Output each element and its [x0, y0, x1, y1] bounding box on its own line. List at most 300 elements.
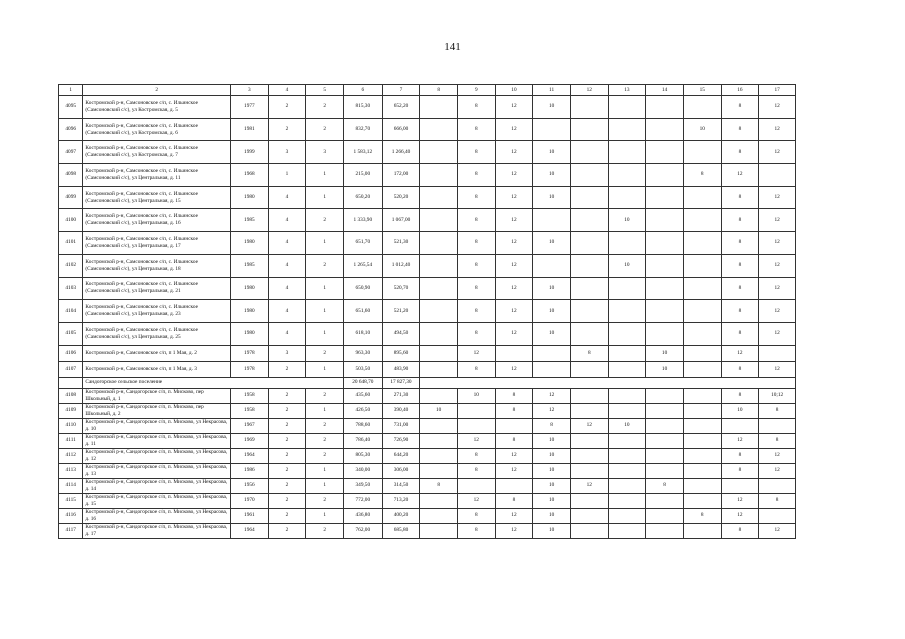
- table-cell: 1956: [231, 478, 269, 493]
- table-cell: 2: [268, 118, 306, 141]
- table-cell: 4: [268, 277, 306, 300]
- table-cell: 2: [306, 345, 344, 361]
- table-cell: 8: [570, 345, 608, 361]
- table-cell: [420, 523, 458, 538]
- table-cell: [683, 463, 721, 478]
- table-cell: 1 067,00: [382, 209, 420, 232]
- table-row: [59, 277, 796, 300]
- table-cell: [759, 478, 796, 493]
- table-cell: [759, 508, 796, 523]
- address-cell: Костромской р-н, Самсоновское с/п, с. Ильинское (Самсоновский с/с), ул Центральная, д. 16: [83, 209, 231, 232]
- table-cell: 8: [457, 254, 495, 277]
- table-cell: [570, 523, 608, 538]
- table-cell: 520,70: [382, 277, 420, 300]
- table-cell: [420, 508, 458, 523]
- table-row: [59, 361, 796, 377]
- table-cell: [683, 209, 721, 232]
- table-cell: 1 583,12: [343, 141, 382, 164]
- header-cell: 12: [570, 85, 608, 96]
- address-cell: Костромской р-н, Самсоновское с/п, с. Ильинское (Самсоновский с/с), ул Костромская, д. 5: [83, 96, 231, 119]
- address-cell: Костромской р-н, Сандогорское с/п, п. Мисково, пер Школьный, д. 2: [83, 403, 231, 418]
- table-cell: [608, 164, 646, 187]
- table-cell: [570, 403, 608, 418]
- table-cell: 12: [457, 345, 495, 361]
- table-row: [59, 403, 796, 418]
- table-row: [59, 141, 796, 164]
- table-cell: 12: [495, 209, 533, 232]
- table-cell: 2: [306, 448, 344, 463]
- table-cell: 8: [721, 186, 759, 209]
- table-cell: 10: [533, 478, 571, 493]
- row-number-cell: 4114: [59, 478, 83, 493]
- table-cell: [570, 209, 608, 232]
- table-cell: 10: [721, 403, 759, 418]
- table-cell: 12: [759, 361, 796, 377]
- table-cell: [759, 418, 796, 433]
- table-cell: 12: [721, 164, 759, 187]
- table-cell: 1: [306, 361, 344, 377]
- table-cell: 8: [457, 448, 495, 463]
- table-cell: [533, 118, 571, 141]
- table-cell: 10: [533, 232, 571, 255]
- table-cell: 2: [268, 463, 306, 478]
- table-cell: [683, 361, 721, 377]
- table-cell: [608, 523, 646, 538]
- row-number-cell: 4112: [59, 448, 83, 463]
- table-cell: 8: [759, 403, 796, 418]
- table-cell: 8: [721, 361, 759, 377]
- table-cell: 8: [457, 277, 495, 300]
- table-cell: 8: [721, 254, 759, 277]
- table-cell: [420, 141, 458, 164]
- empty-cell: [420, 377, 796, 388]
- table-cell: 8: [457, 508, 495, 523]
- table-cell: [683, 418, 721, 433]
- table-cell: 12: [759, 254, 796, 277]
- table-cell: [570, 254, 608, 277]
- table-cell: [420, 254, 458, 277]
- address-cell: Костромской р-н, Самсоновское с/п, с. Ильинское (Самсоновский с/с), ул Центральная, д. 23: [83, 300, 231, 323]
- table-cell: 12: [759, 141, 796, 164]
- table-cell: [683, 478, 721, 493]
- table-cell: 1958: [231, 388, 269, 403]
- table-cell: 8: [759, 493, 796, 508]
- table-cell: 8: [457, 322, 495, 345]
- page-number: 141: [444, 41, 461, 53]
- table-cell: 8: [457, 523, 495, 538]
- table-cell: 1: [306, 403, 344, 418]
- table-cell: [570, 96, 608, 119]
- table-cell: 1: [306, 232, 344, 255]
- address-cell: Костромской р-н, Самсоновское с/п, с. Ильинское (Самсоновский с/с), ул Центральная, д. 11: [83, 164, 231, 187]
- table-cell: [683, 403, 721, 418]
- table-cell: [533, 209, 571, 232]
- table-row: [59, 418, 796, 433]
- header-cell: 7: [382, 85, 420, 96]
- table-cell: 12: [495, 232, 533, 255]
- table-cell: [646, 433, 684, 448]
- table-cell: [420, 96, 458, 119]
- row-number-cell: 4102: [59, 254, 83, 277]
- table-cell: 1 266,40: [382, 141, 420, 164]
- table-cell: 12: [721, 345, 759, 361]
- table-cell: 12: [533, 388, 571, 403]
- table-cell: 1986: [231, 463, 269, 478]
- table-cell: 8: [721, 463, 759, 478]
- table-row: [59, 433, 796, 448]
- table-cell: 8: [495, 433, 533, 448]
- table-cell: [457, 418, 495, 433]
- table-cell: 1: [306, 463, 344, 478]
- table-cell: [683, 277, 721, 300]
- table-cell: 8: [457, 232, 495, 255]
- row-number-cell: 4107: [59, 361, 83, 377]
- address-cell: Костромской р-н, Самсоновское с/п, с. Ильинское (Самсоновский с/с), ул Костромская, д. 7: [83, 141, 231, 164]
- table-cell: 172,00: [382, 164, 420, 187]
- header-cell: 17: [759, 85, 796, 96]
- table-cell: 8: [721, 96, 759, 119]
- table-cell: 1: [306, 508, 344, 523]
- table-cell: 618,10: [343, 322, 382, 345]
- table-cell: 340,00: [343, 463, 382, 478]
- table-cell: 349,50: [343, 478, 382, 493]
- table-cell: [457, 403, 495, 418]
- table-cell: 8: [721, 388, 759, 403]
- table-cell: 3: [268, 345, 306, 361]
- table-cell: 8: [721, 141, 759, 164]
- table-row: [59, 232, 796, 255]
- table-cell: [420, 277, 458, 300]
- table-cell: 1980: [231, 277, 269, 300]
- table-row: [59, 388, 796, 403]
- table-cell: [683, 300, 721, 323]
- subtotal-area-living: 17 827,30: [382, 377, 420, 388]
- table-cell: 2: [306, 254, 344, 277]
- table-cell: [646, 300, 684, 323]
- subtotal-label: Сандогорское сельское поселение: [83, 377, 344, 388]
- table-row: [59, 186, 796, 209]
- header-cell: 16: [721, 85, 759, 96]
- table-cell: 8: [721, 523, 759, 538]
- table-cell: 390,40: [382, 403, 420, 418]
- table-cell: [683, 232, 721, 255]
- table-cell: [646, 403, 684, 418]
- table-cell: 1964: [231, 448, 269, 463]
- table-cell: [683, 345, 721, 361]
- table-cell: 4: [268, 232, 306, 255]
- table-cell: 2: [306, 209, 344, 232]
- table-cell: 12: [759, 209, 796, 232]
- table-cell: 1985: [231, 209, 269, 232]
- table-cell: [683, 141, 721, 164]
- table-cell: 2: [268, 493, 306, 508]
- header-cell: 2: [83, 85, 231, 96]
- table-cell: 726,90: [382, 433, 420, 448]
- table-cell: 10: [646, 361, 684, 377]
- table-cell: 10: [420, 403, 458, 418]
- table-cell: 10: [533, 448, 571, 463]
- table-cell: 8: [721, 448, 759, 463]
- row-number-cell: 4096: [59, 118, 83, 141]
- table-cell: 1: [306, 186, 344, 209]
- table-cell: 2: [306, 388, 344, 403]
- address-cell: Костромской р-н, Самсоновское с/п, с. Ильинское (Самсоновский с/с), ул Центральная, д. 18: [83, 254, 231, 277]
- table-cell: 8: [683, 508, 721, 523]
- table-cell: 12: [759, 322, 796, 345]
- table-cell: [683, 433, 721, 448]
- table-cell: 8: [495, 403, 533, 418]
- row-number-cell: 4115: [59, 493, 83, 508]
- row-number-cell: 4106: [59, 345, 83, 361]
- address-cell: Костромской р-н, Самсоновское с/п, с. Ильинское (Самсоновский с/с), ул Центральная, д. 25: [83, 322, 231, 345]
- table-cell: 12: [759, 277, 796, 300]
- table-cell: 10;12: [759, 388, 796, 403]
- table-cell: 12: [759, 96, 796, 119]
- header-cell: 4: [268, 85, 306, 96]
- row-number-cell: 4098: [59, 164, 83, 187]
- table-cell: [646, 322, 684, 345]
- table-cell: 2: [306, 493, 344, 508]
- table-cell: 12: [759, 186, 796, 209]
- table-cell: 8: [457, 209, 495, 232]
- table-cell: 1 012,40: [382, 254, 420, 277]
- table-cell: 1981: [231, 118, 269, 141]
- address-cell: Костромской р-н, Сандогорское с/п, п. Мисково, ул Некрасова, д. 11: [83, 433, 231, 448]
- table-cell: 2: [306, 96, 344, 119]
- table-cell: [420, 345, 458, 361]
- table-cell: [570, 322, 608, 345]
- row-number-cell: 4113: [59, 463, 83, 478]
- table-cell: 8: [495, 493, 533, 508]
- table-cell: 8: [457, 361, 495, 377]
- table-cell: 650,90: [343, 277, 382, 300]
- table-row: [59, 478, 796, 493]
- row-number-cell: 4097: [59, 141, 83, 164]
- table-cell: 685,80: [382, 523, 420, 538]
- table-cell: 2: [268, 96, 306, 119]
- table-cell: 2: [306, 523, 344, 538]
- table-cell: [646, 254, 684, 277]
- table-cell: 12: [759, 118, 796, 141]
- table-cell: 1980: [231, 186, 269, 209]
- table-cell: 10: [533, 164, 571, 187]
- table-cell: 12: [495, 96, 533, 119]
- table-cell: 12: [495, 141, 533, 164]
- table-cell: [721, 478, 759, 493]
- table-cell: [683, 388, 721, 403]
- header-cell: 11: [533, 85, 571, 96]
- table-cell: 10: [533, 277, 571, 300]
- table-cell: 713,20: [382, 493, 420, 508]
- table-cell: 4: [268, 209, 306, 232]
- table-cell: 503,50: [343, 361, 382, 377]
- table-cell: 10: [608, 418, 646, 433]
- table-cell: 2: [306, 433, 344, 448]
- table-cell: [646, 277, 684, 300]
- housing-register-table: [58, 84, 796, 539]
- table-cell: 306,00: [382, 463, 420, 478]
- header-cell: 10: [495, 85, 533, 96]
- table-cell: [683, 322, 721, 345]
- table-cell: [683, 448, 721, 463]
- row-number-cell: 4117: [59, 523, 83, 538]
- table-cell: 651,70: [343, 232, 382, 255]
- subtotal-row: [59, 377, 796, 388]
- address-cell: Костромской р-н, Сандогорское с/п, п. Мисково, ул Некрасова, д. 17: [83, 523, 231, 538]
- table-cell: 895,60: [382, 345, 420, 361]
- table-cell: 652,20: [382, 96, 420, 119]
- table-cell: 8: [721, 209, 759, 232]
- table-cell: [721, 418, 759, 433]
- table-cell: 1977: [231, 96, 269, 119]
- address-cell: Костромской р-н, Самсоновское с/п, п 1 Мая, д. 3: [83, 361, 231, 377]
- table-row: [59, 164, 796, 187]
- table-cell: [646, 164, 684, 187]
- table-cell: [570, 300, 608, 323]
- table-cell: 1980: [231, 300, 269, 323]
- table-cell: 786,40: [343, 433, 382, 448]
- row-number-cell: 4109: [59, 403, 83, 418]
- table-cell: [608, 448, 646, 463]
- table-cell: 1999: [231, 141, 269, 164]
- table-cell: [683, 96, 721, 119]
- table-cell: 8: [683, 164, 721, 187]
- table-cell: 12: [495, 322, 533, 345]
- table-cell: [683, 523, 721, 538]
- table-cell: 436,80: [343, 508, 382, 523]
- table-cell: 1968: [231, 164, 269, 187]
- table-cell: [608, 186, 646, 209]
- address-cell: Костромской р-н, Сандогорское с/п, п. Мисково, ул Некрасова, д. 16: [83, 508, 231, 523]
- table-cell: 4: [268, 186, 306, 209]
- table-cell: [608, 388, 646, 403]
- header-cell: 1: [59, 85, 83, 96]
- table-cell: 426,50: [343, 403, 382, 418]
- table-row: [59, 493, 796, 508]
- table-cell: 2: [268, 418, 306, 433]
- table-cell: 10: [533, 322, 571, 345]
- table-cell: 731,00: [382, 418, 420, 433]
- table-cell: 1: [268, 164, 306, 187]
- address-cell: Костромской р-н, Самсоновское с/п, с. Ильинское (Самсоновский с/с), ул Центральная, д. 21: [83, 277, 231, 300]
- table-cell: [420, 186, 458, 209]
- table-cell: [570, 388, 608, 403]
- table-cell: 1969: [231, 433, 269, 448]
- table-cell: 8: [457, 141, 495, 164]
- table-cell: [608, 478, 646, 493]
- header-cell: 8: [420, 85, 458, 96]
- table-cell: [608, 232, 646, 255]
- table-cell: 666,00: [382, 118, 420, 141]
- table-cell: [570, 463, 608, 478]
- table-cell: 1978: [231, 361, 269, 377]
- table-cell: 12: [495, 277, 533, 300]
- table-cell: 1 265,54: [343, 254, 382, 277]
- table-cell: 12: [759, 463, 796, 478]
- table-cell: [683, 186, 721, 209]
- table-row: [59, 448, 796, 463]
- table-cell: [608, 277, 646, 300]
- row-number-cell: 4108: [59, 388, 83, 403]
- table-cell: 10: [533, 96, 571, 119]
- table-cell: 644,20: [382, 448, 420, 463]
- table-cell: 1958: [231, 403, 269, 418]
- table-cell: [570, 448, 608, 463]
- table-cell: 2: [268, 361, 306, 377]
- table-cell: 10: [533, 186, 571, 209]
- table-row: [59, 96, 796, 119]
- table-cell: [420, 361, 458, 377]
- table-cell: [608, 322, 646, 345]
- table-cell: 3: [306, 141, 344, 164]
- table-cell: 314,50: [382, 478, 420, 493]
- header-cell: 5: [306, 85, 344, 96]
- table-cell: 271,30: [382, 388, 420, 403]
- table-cell: 8: [457, 96, 495, 119]
- table-cell: 12: [570, 418, 608, 433]
- table-cell: [570, 361, 608, 377]
- table-cell: [420, 388, 458, 403]
- table-cell: 2: [268, 388, 306, 403]
- table-row: [59, 523, 796, 538]
- table-cell: 1978: [231, 345, 269, 361]
- table-cell: [533, 254, 571, 277]
- table-cell: [646, 141, 684, 164]
- table-row: [59, 254, 796, 277]
- table-cell: 12: [759, 448, 796, 463]
- table-cell: [570, 493, 608, 508]
- table-cell: [646, 186, 684, 209]
- row-number-cell: 4100: [59, 209, 83, 232]
- table-cell: 8: [457, 300, 495, 323]
- table-cell: [608, 508, 646, 523]
- table-cell: 8: [457, 463, 495, 478]
- table-cell: 10: [533, 493, 571, 508]
- table-cell: [646, 118, 684, 141]
- table-cell: 12: [495, 361, 533, 377]
- table-cell: [570, 277, 608, 300]
- table-cell: 8: [721, 300, 759, 323]
- table-cell: 1985: [231, 254, 269, 277]
- table-cell: 8: [721, 232, 759, 255]
- table-cell: 435,60: [343, 388, 382, 403]
- table-cell: [608, 361, 646, 377]
- table-cell: 1: [306, 277, 344, 300]
- table-cell: 10: [533, 523, 571, 538]
- table-cell: [570, 508, 608, 523]
- table-cell: [646, 493, 684, 508]
- header-row: [59, 85, 796, 96]
- table-cell: [683, 254, 721, 277]
- table-cell: 12: [759, 523, 796, 538]
- table-cell: 1: [306, 300, 344, 323]
- table-cell: 12: [495, 523, 533, 538]
- table-cell: [495, 478, 533, 493]
- table-row: [59, 345, 796, 361]
- row-number-cell: 4103: [59, 277, 83, 300]
- table-cell: 2: [306, 118, 344, 141]
- table-cell: 1 333,90: [343, 209, 382, 232]
- table-cell: [646, 448, 684, 463]
- table-cell: 12: [495, 118, 533, 141]
- row-number-cell: 4105: [59, 322, 83, 345]
- table-cell: [420, 322, 458, 345]
- table-cell: 8: [495, 388, 533, 403]
- row-number-cell: 4095: [59, 96, 83, 119]
- table-cell: 1980: [231, 232, 269, 255]
- table-cell: [646, 523, 684, 538]
- table-cell: [646, 508, 684, 523]
